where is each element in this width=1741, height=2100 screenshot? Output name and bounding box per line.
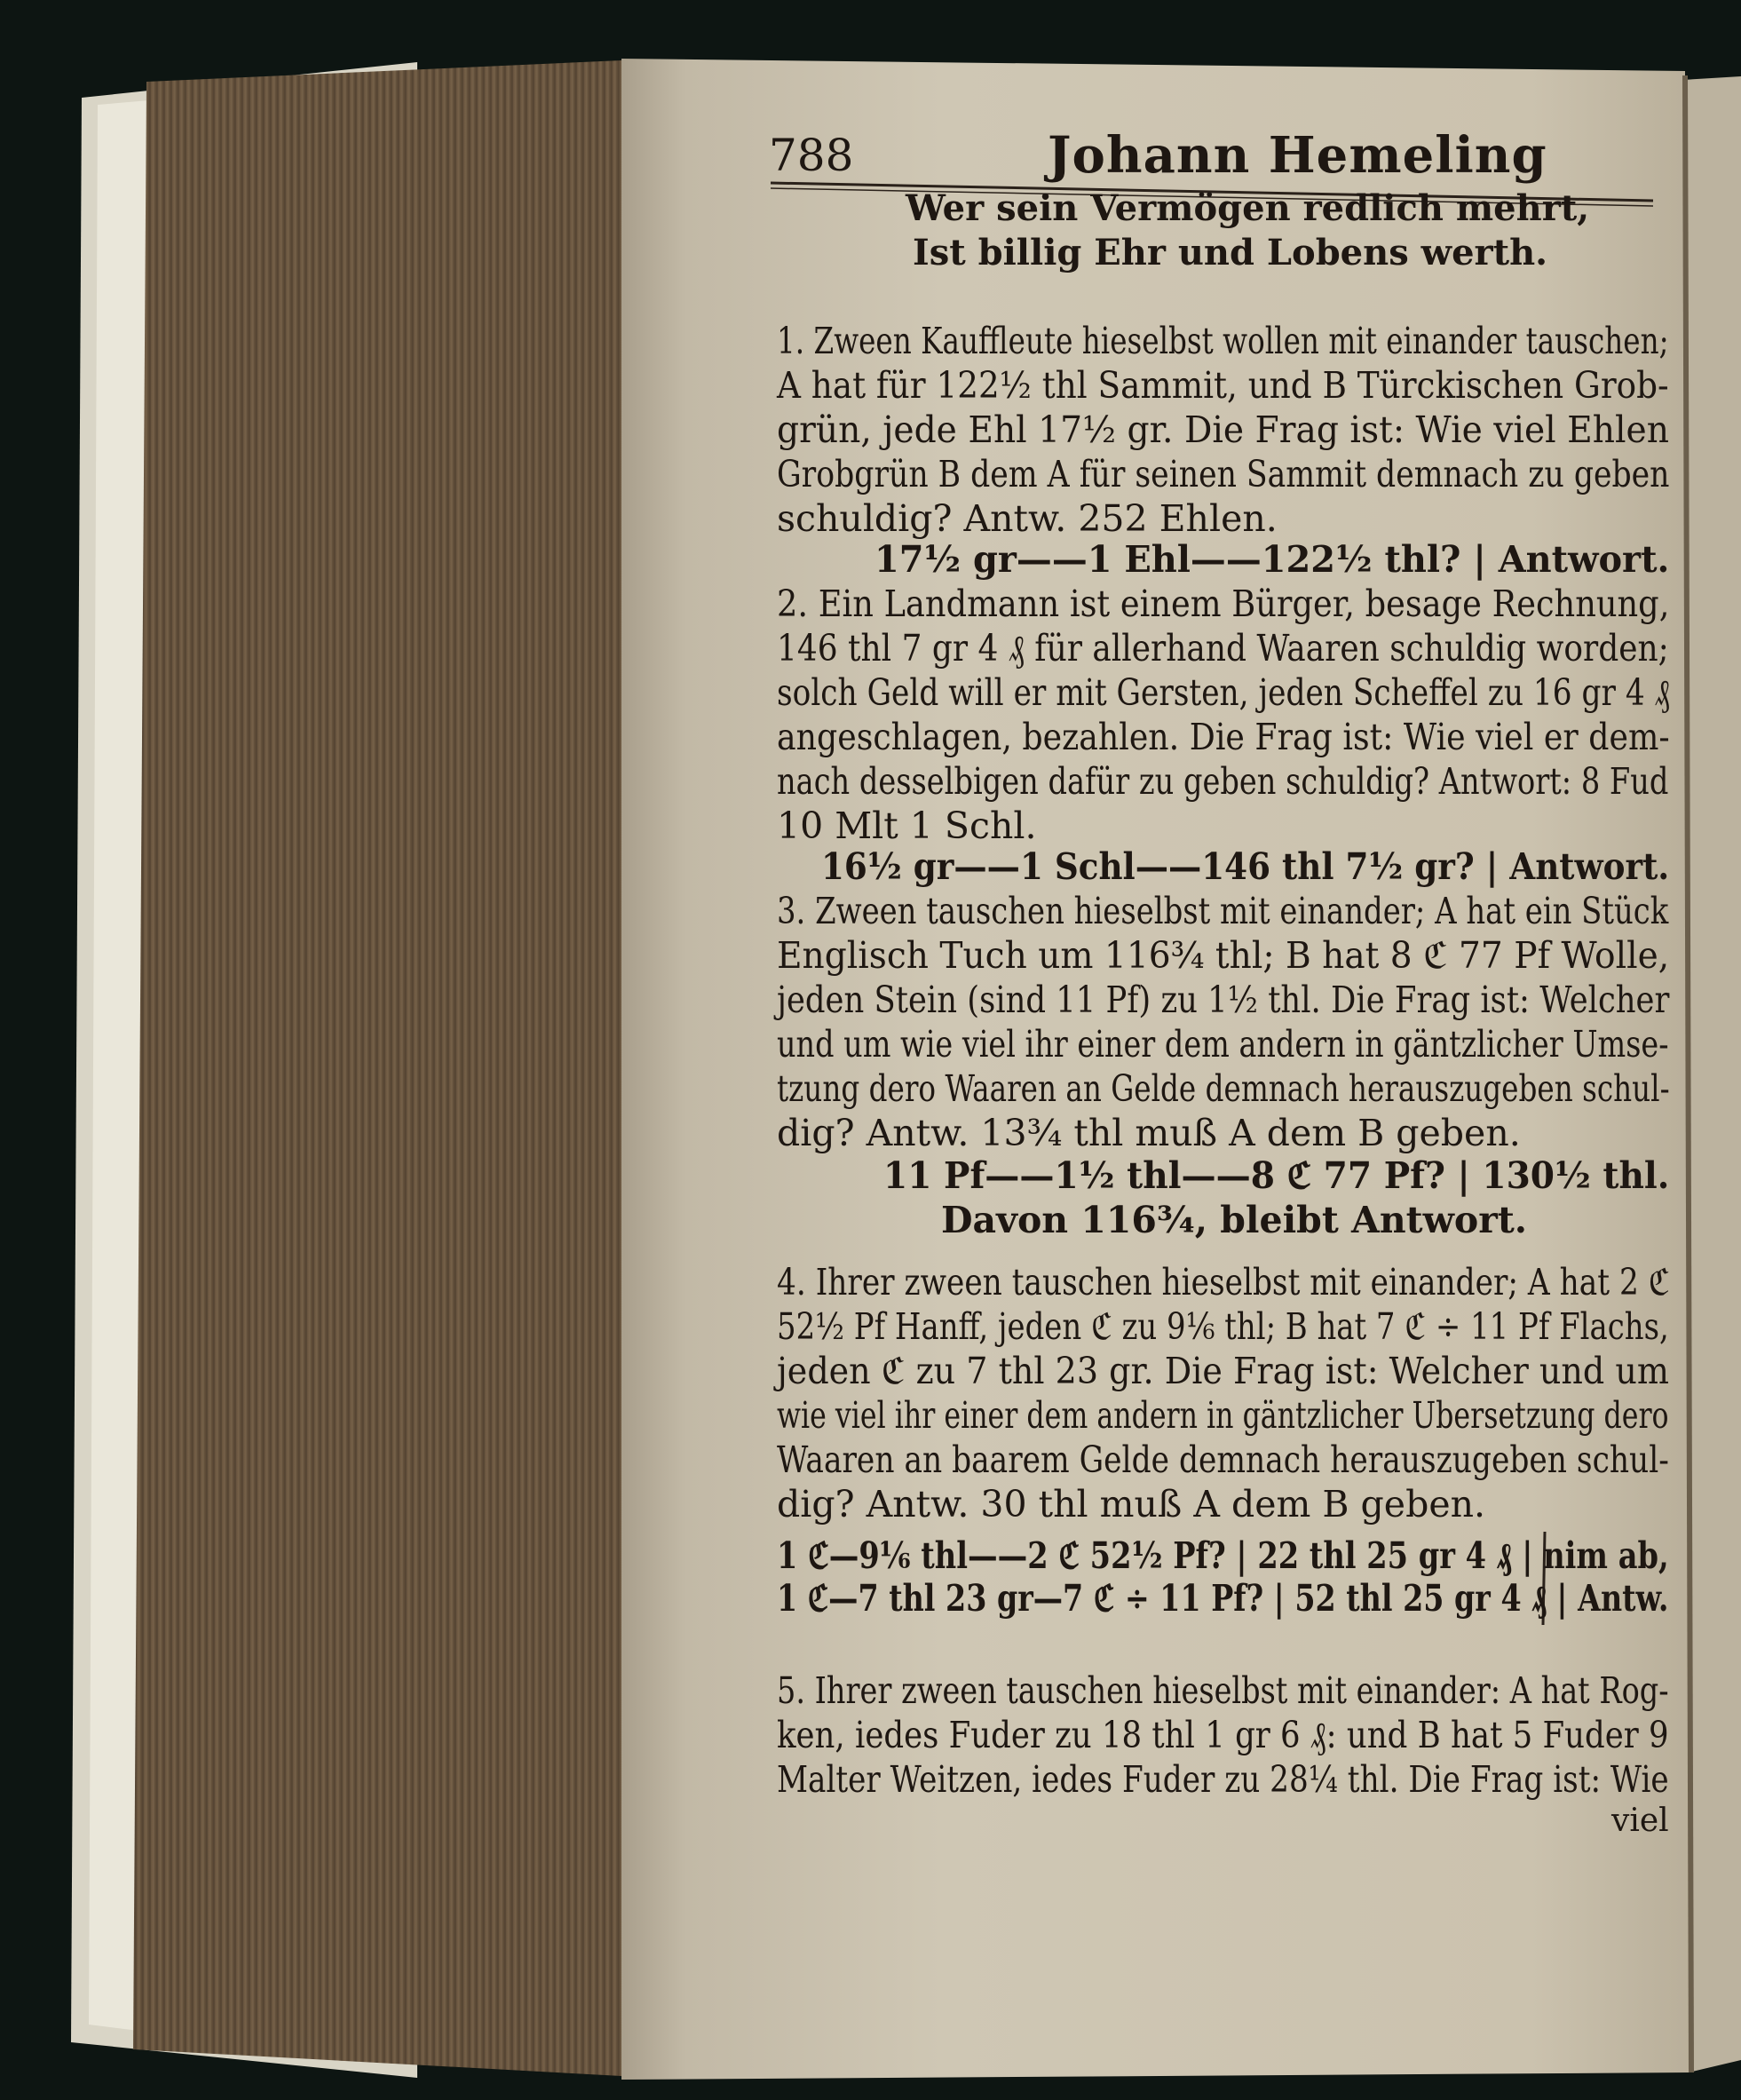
calc-line: 1 ℭ—9⅙ thl——2 ℭ 52½ Pf? | 22 thl 25 gr 4 ₰ | nim ab, [777, 1534, 1669, 1577]
text-line: 4. Ihrer zween tauschen hieselbst mit einander; A hat 2 ℭ [777, 1261, 1670, 1304]
text-line: Englisch Tuch um 116¾ thl; B hat 8 ℭ 77 Pf Wolle, [777, 934, 1670, 977]
text-line: dig? Antw. 30 thl muß A dem B geben. [777, 1483, 1486, 1525]
text-line: 1. Zween Kauffleute hieselbst wollen mit einander tauschen; [777, 320, 1669, 362]
page-edges [133, 60, 621, 2076]
motto-line: Wer sein Vermögen redlich mehrt, [906, 187, 1590, 229]
text-line: schuldig? Antw. 252 Ehlen. [777, 497, 1278, 540]
text-line: A hat für 122½ thl Sammit, und B Türckischen Grob- [777, 364, 1669, 407]
calc-line: Davon 116¾, bleibt Antwort. [941, 1199, 1528, 1241]
calc-line: 17½ gr——1 Ehl——122½ thl? | Antwort. [874, 538, 1670, 581]
text-line: Malter Weitzen, iedes Fuder zu 28¼ thl. Die Frag ist: Wie [777, 1758, 1669, 1801]
text-line: angeschlagen, bezahlen. Die Frag ist: Wie viel er dem- [777, 716, 1670, 758]
motto-line: Ist billig Ehr und Lobens werth. [913, 232, 1548, 273]
calc-line: 16½ gr——1 Schl——146 thl 7½ gr? | Antwort. [821, 845, 1670, 888]
calc-line: 1 ℭ—7 thl 23 gr—7 ℭ ÷ 11 Pf? | 52 thl 25 gr 4 ₰ | Antw. [777, 1577, 1669, 1620]
text-line: wie viel ihr einer dem andern in gäntzlicher Ubersetzung dero [777, 1394, 1669, 1437]
text-line: jeden Stein (sind 11 Pf) zu 1½ thl. Die Frag ist: Welcher [777, 979, 1670, 1021]
text-line: grün, jede Ehl 17½ gr. Die Frag ist: Wie viel Ehlen [777, 408, 1669, 451]
text-line: 2. Ein Landmann ist einem Bürger, besage Rechnung, [777, 582, 1670, 625]
text-line: nach desselbigen dafür zu geben schuldig? Antwort: 8 Fud [777, 760, 1669, 803]
page-number: 788 [769, 130, 854, 181]
motto [906, 186, 1589, 275]
text-line: und um wie viel ihr einer dem andern in gäntzlicher Umse- [777, 1023, 1669, 1066]
text-line: jeden ℭ zu 7 thl 23 gr. Die Frag ist: Welcher und um [777, 1350, 1669, 1392]
text-line: 5. Ihrer zween tauschen hieselbst mit einander: A hat Rog- [777, 1669, 1669, 1712]
text-line: 10 Mlt 1 Schl. [777, 804, 1037, 847]
text-line: Waaren an baarem Gelde demnach herauszugeben schul- [777, 1438, 1669, 1481]
calc-line: 11 Pf——1½ thl——8 ℭ 77 Pf? | 130½ thl. [883, 1154, 1670, 1197]
text-line: 52½ Pf Hanff, jeden ℭ zu 9⅙ thl; B hat 7 ℭ ÷ 11 Pf Flachs, [777, 1305, 1669, 1348]
text-line: tzung dero Waaren an Gelde demnach herauszugeben schul- [777, 1067, 1670, 1110]
text-line: ken, iedes Fuder zu 18 thl 1 gr 6 ₰: und B hat 5 Fuder 9 [777, 1714, 1669, 1756]
running-head: Johann Hemeling [1048, 126, 1547, 185]
catchword: viel [1611, 1803, 1669, 1839]
text-line: 3. Zween tauschen hieselbst mit einander; A hat ein Stück [777, 890, 1669, 932]
text-line: 146 thl 7 gr 4 ₰ für allerhand Waaren schuldig worden; [777, 627, 1669, 670]
text-line: dig? Antw. 13¾ thl muß A dem B geben. [777, 1112, 1521, 1154]
text-line: Grobgrün B dem A für seinen Sammit demnach zu geben [777, 453, 1670, 495]
text-line: solch Geld will er mit Gersten, jeden Scheffel zu 16 gr 4 ₰ [777, 671, 1670, 714]
